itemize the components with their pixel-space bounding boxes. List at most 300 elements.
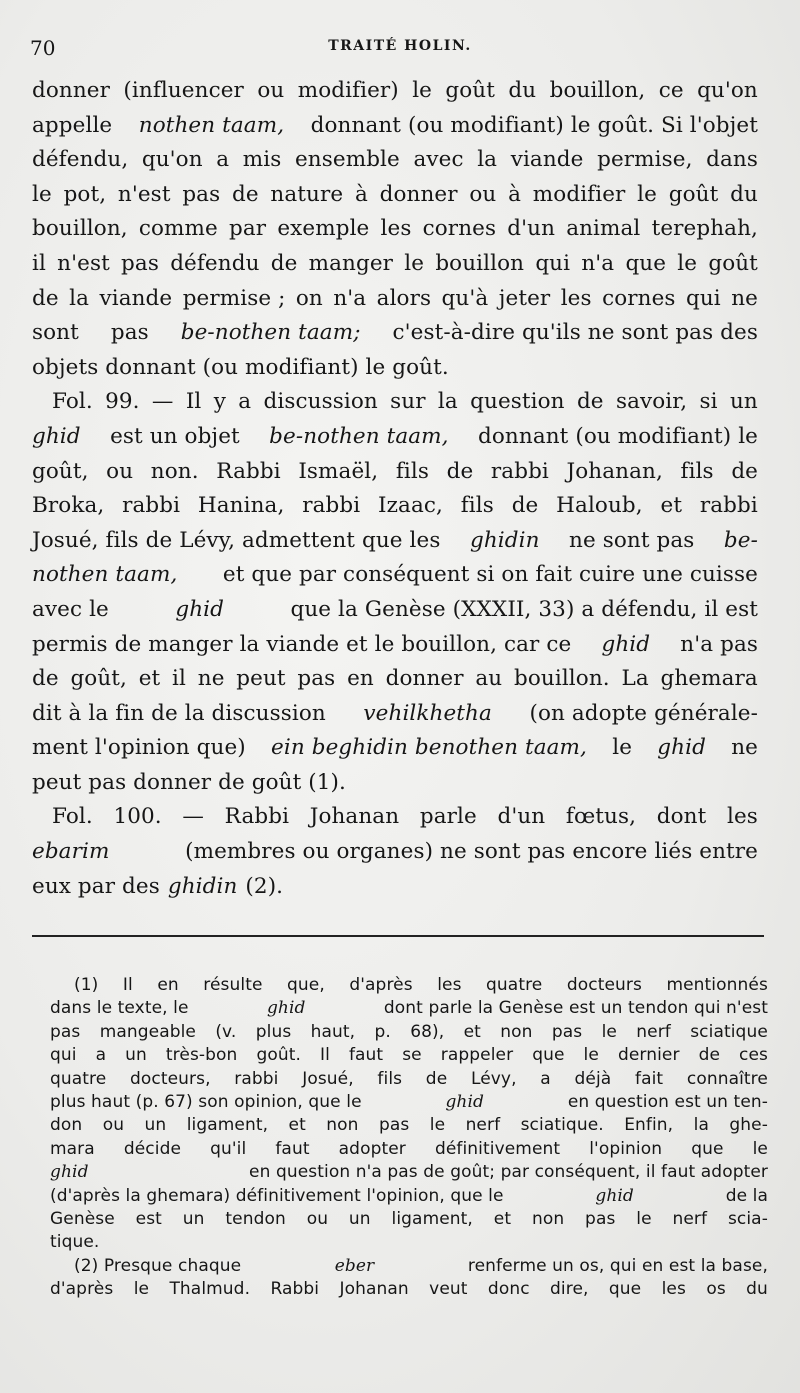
text-span: peut pas donner de goût (1).: [32, 769, 346, 795]
text-span: avec le: [32, 596, 109, 622]
word: pas: [182, 181, 221, 207]
text-span: Josué, fils de Lévy, admettent que les: [32, 527, 441, 553]
word: les: [380, 216, 412, 242]
word: le: [637, 181, 657, 207]
word: d'un: [497, 804, 546, 830]
word: est: [135, 1208, 162, 1229]
word: la: [477, 147, 498, 173]
word: goût,: [70, 666, 127, 692]
word: a: [238, 389, 252, 415]
italic-term: ghid: [50, 1162, 89, 1183]
word: a: [540, 1068, 551, 1089]
footnote-line: [50, 1091, 768, 1114]
word: définitivement: [434, 1138, 561, 1159]
word: la: [437, 389, 458, 415]
word-group: donnant (ou modifiant) le goût. Si l'objet: [310, 112, 758, 138]
word: un: [729, 389, 758, 415]
word: goût,: [32, 458, 89, 484]
word: ensemble: [294, 147, 400, 173]
text-line: [32, 731, 758, 766]
word: défendu,: [32, 147, 129, 173]
word: ghe-: [729, 1115, 768, 1136]
text-span: en question est un ten-: [567, 1091, 768, 1112]
footnote-line: [50, 1021, 768, 1044]
word: ce: [658, 78, 684, 103]
word: de: [425, 1068, 448, 1089]
text-span: permis de manger la viande et le bouillon, car ce: [32, 631, 572, 657]
word: docteurs,: [130, 1068, 211, 1089]
word: tendon: [225, 1208, 286, 1229]
word: par: [229, 216, 267, 242]
word: que: [532, 1045, 565, 1066]
text-span: le: [612, 735, 633, 761]
text-span: de la: [725, 1185, 768, 1206]
word: le: [133, 1279, 150, 1300]
word: dire,: [550, 1279, 589, 1300]
footnotes: [50, 974, 768, 1301]
text-span: (on adopte générale-: [529, 700, 758, 726]
word: discussion: [263, 389, 378, 415]
word: Fol.: [52, 804, 93, 830]
word: en: [347, 666, 374, 692]
word: (influencer: [123, 78, 244, 103]
italic-term: ghid: [601, 631, 651, 657]
word: mara: [50, 1138, 95, 1159]
word: rappeler: [440, 1045, 514, 1066]
text-span: pas: [110, 320, 149, 346]
word: pas: [378, 1115, 410, 1136]
text-line: [32, 835, 758, 870]
word: Josué,: [302, 1068, 354, 1089]
text-span: appelle: [32, 112, 113, 138]
word: exemple: [277, 216, 370, 242]
word: Hanina,: [197, 493, 285, 519]
word: (1): [74, 975, 99, 995]
italic-term: ghidin: [469, 527, 540, 553]
italic-term: ebarim: [32, 839, 110, 865]
word: Johanan,: [566, 458, 663, 484]
text-span: dont parle la Genèse est un tendon qui n'est: [383, 998, 768, 1019]
word: fait: [634, 1068, 664, 1089]
word: ne: [731, 285, 758, 311]
word: Il: [320, 1045, 330, 1066]
word: de: [698, 1045, 721, 1066]
word: bouillon,: [32, 216, 128, 242]
word: l'opinion: [589, 1138, 663, 1159]
text-line: [32, 593, 758, 628]
word: du: [508, 78, 537, 103]
word: en: [157, 975, 179, 995]
word: ou: [469, 181, 497, 207]
word: quatre: [50, 1068, 107, 1089]
word: il: [32, 250, 46, 276]
footnote-line: [50, 1068, 768, 1091]
text-span: est un objet: [110, 423, 240, 449]
text-line: [32, 524, 758, 559]
word: goût.: [256, 1045, 301, 1066]
word: n'est: [57, 250, 110, 276]
word: pas: [50, 1021, 81, 1042]
word: il: [172, 666, 186, 692]
text-line: [32, 766, 758, 801]
word: fils: [680, 458, 714, 484]
word: avec: [413, 147, 464, 173]
text-span: en question n'a pas de goût; par conséquent, il faut adopter: [249, 1162, 768, 1183]
word: cornes: [602, 285, 676, 311]
text-span: objets donnant (ou modifiant) le goût.: [32, 354, 449, 380]
word: d'un: [507, 216, 556, 242]
word: donner: [385, 666, 464, 692]
footnote-line: [50, 1255, 768, 1278]
word: La: [621, 666, 649, 692]
word: a: [95, 1045, 107, 1066]
footnote-line: [50, 1161, 768, 1184]
footnote-divider: [32, 935, 764, 937]
word: comme: [138, 216, 218, 242]
text-span: sont: [32, 320, 79, 346]
word: du: [730, 181, 758, 207]
italic-term: be-nothen taam,: [269, 423, 449, 449]
word: ou: [257, 78, 285, 103]
word: du: [746, 1279, 768, 1300]
word: 100.: [113, 804, 162, 830]
word: terephah,: [651, 216, 758, 242]
word: se: [402, 1045, 422, 1066]
word-group: que la Genèse (XXXII, 33) a défendu, il est: [290, 596, 758, 622]
italic-term: ghid: [445, 1091, 485, 1112]
word: et: [493, 1208, 512, 1229]
word: —: [151, 389, 174, 415]
word: nerf: [636, 1021, 671, 1042]
word: si: [699, 389, 718, 415]
text-line: [32, 628, 758, 663]
footnote-line: [50, 1185, 768, 1208]
italic-term: vehilkhetha: [363, 700, 492, 726]
italic-term: ghid: [595, 1185, 634, 1206]
italic-term: nothen taam,: [138, 112, 285, 138]
word: pas: [585, 1208, 616, 1229]
italic-term: ghidin: [167, 873, 238, 899]
text-line: [32, 420, 758, 455]
text-line: [32, 455, 758, 490]
word: Enfin,: [624, 1115, 674, 1136]
footnote-line: [50, 1208, 768, 1231]
word: à: [508, 181, 522, 207]
word: le: [32, 181, 52, 207]
word: que: [691, 1138, 724, 1159]
word: dans: [706, 147, 758, 173]
word: 99.: [105, 389, 140, 415]
text-span: eux par des: [32, 873, 160, 899]
word: animal: [566, 216, 641, 242]
word: ou: [106, 458, 134, 484]
word: qu'à: [441, 285, 489, 311]
word: fils: [460, 493, 494, 519]
word: décide: [123, 1138, 182, 1159]
word: rabbi: [302, 493, 361, 519]
italic-term: ghid: [32, 423, 81, 449]
italic-term: nothen taam,: [32, 562, 178, 588]
word: ou: [306, 1208, 329, 1229]
text-line: [32, 385, 758, 420]
word: rabbi: [122, 493, 181, 519]
word: Lévy,: [470, 1068, 517, 1089]
word: connaître: [686, 1068, 768, 1089]
word: sur: [390, 389, 426, 415]
word: non: [531, 1208, 565, 1229]
running-title: TRAITÉ HOLIN.: [328, 38, 472, 54]
word: alors: [376, 285, 432, 311]
text-line: [32, 489, 758, 524]
word: le: [752, 1138, 768, 1159]
word: à: [354, 181, 368, 207]
word: d'après: [349, 975, 413, 995]
word: les: [437, 975, 462, 995]
text-line: [32, 800, 758, 835]
word: Il: [122, 975, 133, 995]
word: un: [144, 1115, 167, 1136]
word: don: [50, 1115, 83, 1136]
word: de: [32, 666, 59, 692]
word-group: (membres ou organes) ne sont pas encore liés entre: [185, 839, 758, 865]
italic-term: ghid: [175, 596, 224, 622]
word: faut: [348, 1045, 384, 1066]
text-line: [32, 662, 758, 697]
word-group: c'est-à-dire qu'ils ne sont pas des: [392, 320, 758, 346]
word: 68),: [410, 1021, 445, 1042]
word: de: [576, 389, 604, 415]
word-group: donnant (ou modifiant) le: [478, 423, 758, 449]
word: les: [560, 285, 592, 311]
word: de: [231, 181, 259, 207]
word: un: [182, 1208, 205, 1229]
word: non: [500, 1021, 533, 1042]
word: Rabbi: [270, 1279, 320, 1300]
word: le: [601, 1021, 617, 1042]
word: qu'on: [141, 147, 203, 173]
word: d'après: [50, 1279, 114, 1300]
word: donner: [379, 181, 458, 207]
word: pas: [551, 1021, 583, 1042]
word: Ismaël,: [298, 458, 379, 484]
text-line: [32, 558, 758, 593]
word: os: [706, 1279, 726, 1300]
word: goût: [445, 78, 495, 103]
text-span: ne sont pas: [569, 527, 695, 553]
word: manger: [308, 250, 394, 276]
text-line: [32, 697, 758, 732]
word: qu'on: [697, 78, 758, 103]
text-span: tique.: [50, 1232, 100, 1253]
text-span: n'a pas: [680, 631, 758, 657]
word: viande: [510, 147, 584, 173]
word: Thalmud.: [169, 1279, 251, 1300]
word: que: [625, 250, 667, 276]
word-group: et que par conséquent si on fait cuire une cuisse: [222, 562, 758, 588]
word: n'a: [333, 285, 367, 311]
word: et: [138, 666, 161, 692]
text-span: dit à la fin de la discussion: [32, 700, 326, 726]
word: haut,: [310, 1021, 356, 1042]
footnote-line: [50, 1231, 768, 1254]
word: permise ;: [182, 285, 286, 311]
text-span: (2) Presque chaque: [74, 1255, 242, 1276]
footnote-line: [50, 1138, 768, 1161]
word: n'a: [581, 250, 615, 276]
word: le: [404, 250, 425, 276]
word: ligament,: [391, 1208, 473, 1229]
word: jeter: [498, 285, 551, 311]
word: la: [69, 285, 90, 311]
word: de: [32, 285, 59, 311]
word: de: [511, 493, 539, 519]
word: de: [731, 458, 758, 484]
word: le: [636, 1208, 652, 1229]
word: mis: [242, 147, 282, 173]
text-span: ne: [731, 735, 758, 761]
word: adopter: [338, 1138, 406, 1159]
word: non.: [150, 458, 199, 484]
footnote-line: [50, 974, 768, 997]
word: Johanan: [309, 804, 400, 830]
word: et: [288, 1115, 306, 1136]
word: défendu: [170, 250, 260, 276]
word: rabbi: [234, 1068, 279, 1089]
word: et: [660, 493, 683, 519]
text-line: [32, 109, 758, 144]
word: non: [326, 1115, 359, 1136]
word: permise,: [597, 147, 693, 173]
text-line: [32, 247, 758, 282]
word: goût: [668, 181, 719, 207]
text-line: [32, 212, 758, 247]
word: qu'il: [210, 1138, 247, 1159]
word: peut: [236, 666, 286, 692]
text-line: [32, 74, 758, 109]
text-span: dans le texte, le: [50, 998, 189, 1019]
page-number: 70: [30, 36, 56, 60]
word: dernier: [617, 1045, 680, 1066]
word: faut: [275, 1138, 310, 1159]
word: les: [726, 804, 758, 830]
word: Genèse: [50, 1208, 115, 1229]
word: modifier): [297, 78, 399, 103]
word: savoir,: [615, 389, 688, 415]
italic-term: be-nothen taam;: [180, 320, 361, 346]
word: de: [270, 250, 298, 276]
word: le: [412, 78, 432, 103]
text-span: ment l'opinion que): [32, 735, 246, 761]
word: donc: [487, 1279, 530, 1300]
word: modifier: [532, 181, 626, 207]
word: n'est: [117, 181, 171, 207]
word: qui: [535, 250, 571, 276]
word: viande: [99, 285, 173, 311]
word: y: [213, 389, 226, 415]
word: bouillon,: [549, 78, 646, 103]
word: nerf: [672, 1208, 708, 1229]
word: nerf: [465, 1115, 501, 1136]
word: Haloub,: [556, 493, 643, 519]
word: (v.: [215, 1021, 237, 1042]
page-header: [30, 36, 770, 60]
word: pas: [121, 250, 159, 276]
italic-term: ghid: [657, 735, 706, 761]
text-span: (2).: [245, 873, 284, 899]
word: au: [475, 666, 503, 692]
word: pas: [297, 666, 336, 692]
word: p.: [374, 1021, 391, 1042]
text-line: [32, 870, 758, 905]
word: docteurs: [566, 975, 642, 995]
word: déjà: [574, 1068, 612, 1089]
word: les: [661, 1279, 686, 1300]
text-line: [32, 143, 758, 178]
word: Johanan: [339, 1279, 409, 1300]
text-line: [32, 351, 758, 386]
word: que,: [287, 975, 325, 995]
word: mangeable: [99, 1021, 196, 1042]
word: bouillon: [435, 250, 525, 276]
word: résulte: [203, 975, 263, 995]
text-line: [32, 316, 758, 351]
word: goût: [708, 250, 758, 276]
word: ghemara: [660, 666, 758, 692]
word: veut: [429, 1279, 468, 1300]
word: quatre: [486, 975, 543, 995]
word: très-bon: [165, 1045, 238, 1066]
word: rabbi: [699, 493, 758, 519]
word: mentionnés: [666, 975, 768, 995]
word: Rabbi: [216, 458, 281, 484]
word: ligament,: [186, 1115, 269, 1136]
word: cornes: [422, 216, 497, 242]
word: qui: [685, 285, 721, 311]
italic-term: eber: [334, 1255, 375, 1276]
text-line: [32, 178, 758, 213]
footnote-line: [50, 1044, 768, 1067]
word: un: [348, 1208, 371, 1229]
word: la: [693, 1115, 709, 1136]
word: plus: [255, 1021, 292, 1042]
footnote-line: [50, 1278, 768, 1301]
word: de: [446, 458, 474, 484]
word: Rabbi: [224, 804, 290, 830]
word: fils: [377, 1068, 403, 1089]
word: fœtus,: [565, 804, 637, 830]
text-line: [32, 282, 758, 317]
word: et: [463, 1021, 481, 1042]
word: pot,: [63, 181, 107, 207]
word: le: [677, 250, 698, 276]
word: un: [125, 1045, 147, 1066]
word: a: [216, 147, 230, 173]
italic-term: be-: [723, 527, 758, 553]
italic-term: ghid: [266, 998, 306, 1019]
word: le: [429, 1115, 446, 1136]
word: question: [470, 389, 565, 415]
word: nature: [270, 181, 344, 207]
text-span: plus haut (p. 67) son opinion, que le: [50, 1091, 362, 1112]
word: ne: [197, 666, 225, 692]
word: on: [295, 285, 323, 311]
word: dont: [656, 804, 707, 830]
word: le: [583, 1045, 599, 1066]
footnote-line: [50, 1114, 768, 1137]
word: Izaac,: [378, 493, 443, 519]
word: parle: [419, 804, 477, 830]
italic-term: ein beghidin benothen taam,: [271, 735, 587, 761]
